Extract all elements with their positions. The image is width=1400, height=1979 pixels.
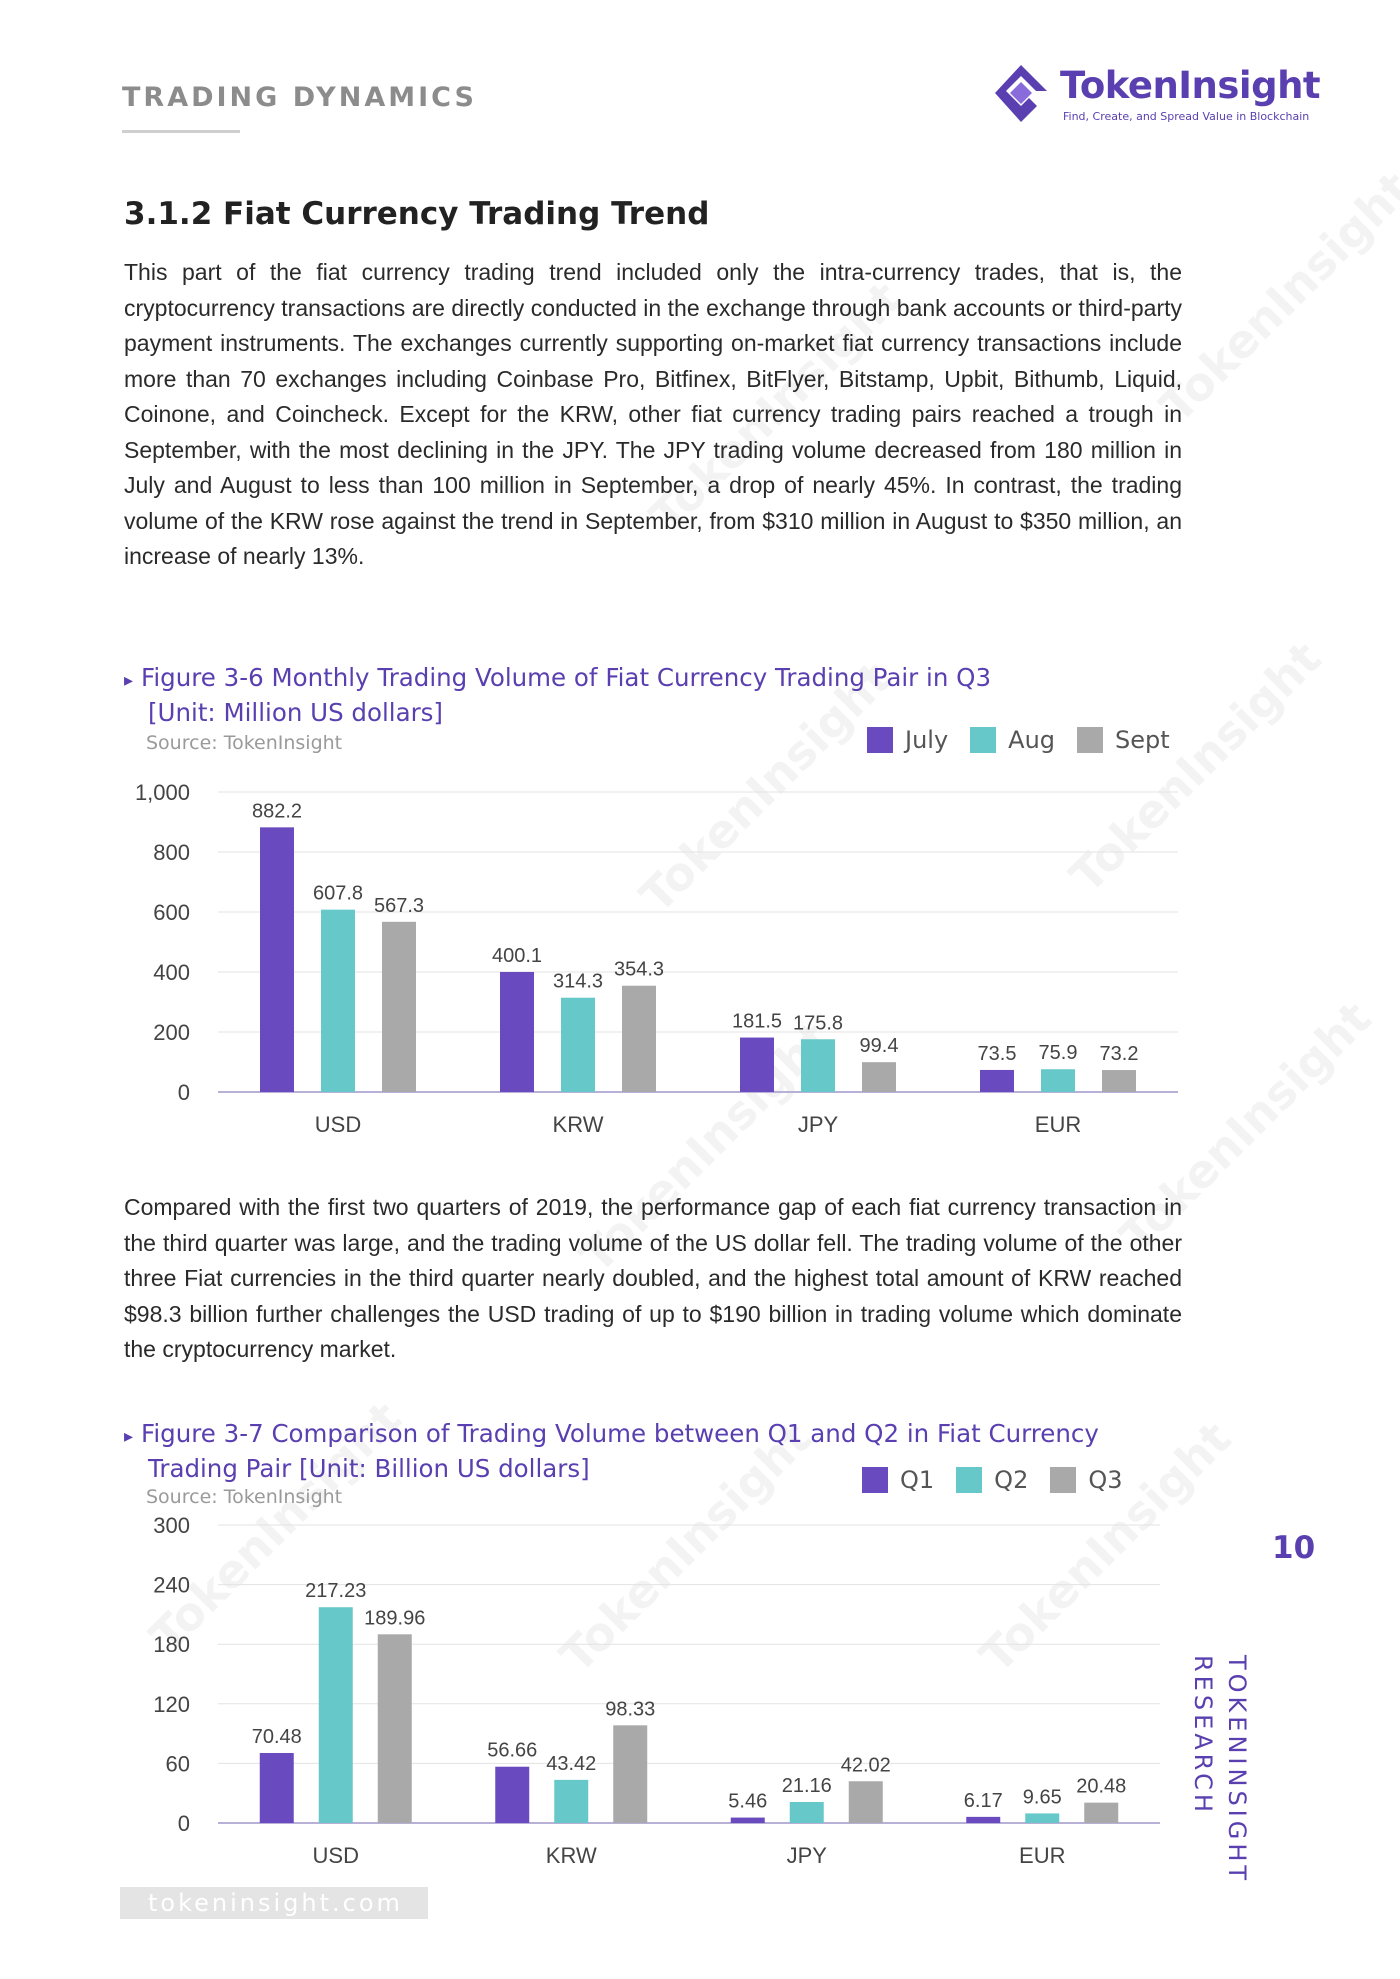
caret-right-icon: ▸	[124, 670, 134, 691]
data-label: 42.02	[840, 1754, 891, 1777]
data-label: 354.3	[613, 958, 665, 981]
data-label: 189.96	[364, 1607, 426, 1630]
legend-swatch	[956, 1467, 982, 1493]
bar	[849, 1781, 883, 1823]
legend-label: Sept	[1115, 726, 1170, 754]
y-tick-label: 0	[177, 1080, 190, 1105]
bar	[260, 827, 294, 1092]
bar	[561, 998, 595, 1092]
footer-url[interactable]: tokeninsight.com	[120, 1887, 428, 1919]
bar	[966, 1817, 1000, 1823]
data-label: 882.2	[251, 800, 303, 823]
legend-item	[1050, 1466, 1122, 1494]
x-tick-label: EUR	[1034, 1112, 1082, 1137]
paragraph: Compared with the first two quarters of 2019, the performance gap of each fiat currency transaction in the third quarter was large, and the trading volume of the US dollar fell. The trading volume of the other three Fiat currencies in the third quarter nearly doubled, and the highest total amount of KRW reached $98.3 billion further challenges the USD trading of up to $190 billion in trading volume which dominate the cryptocurrency market.	[124, 1194, 1182, 1362]
legend-item	[867, 726, 948, 754]
legend-label: Q3	[1088, 1466, 1123, 1494]
paragraph: This part of the fiat currency trading trend included only the intra-currency trades, that is, the cryptocurrency transactions are directly conducted in the exchange through bank accounts or third-party payment instruments. The exchanges currently supporting on-market fiat currency transactions include more than 70 exchanges including Coinbase Pro, Bitfinex, BitFlyer, Bitstamp, Upbit, Bithumb, Liquid, Coinone, and Coincheck. Except for the KRW, other fiat currency trading pairs reached a trough in September, with the most declining in the JPY. The JPY trading volume decreased from 180 million in July and August to less than 100 million in September, a drop of nearly 45%. In contrast, the trading volume of the KRW rose against the trend in September, from $310 million in August to $350 million, an increase of nearly 13%.	[124, 259, 1182, 569]
legend-label: Q2	[994, 1466, 1029, 1494]
bar	[801, 1039, 835, 1092]
figure-title-line1: Figure 3-7 Comparison of Trading Volume between Q1 and Q2 in Fiat Currency	[141, 1419, 1099, 1448]
bar	[622, 986, 656, 1092]
data-label: 175.8	[792, 1012, 844, 1035]
bar	[382, 922, 416, 1092]
y-tick-label: 800	[153, 840, 190, 865]
figure-source: Source: TokenInsight	[146, 732, 343, 754]
x-tick-label: JPY	[797, 1112, 839, 1137]
y-tick-label: 0	[177, 1811, 190, 1836]
data-label: 20.48	[1076, 1775, 1127, 1798]
bar	[740, 1038, 774, 1092]
legend-swatch	[867, 727, 893, 753]
bar-chart-monthly	[110, 770, 1190, 1150]
bar	[321, 910, 355, 1092]
side-brand-line2: RESEARCH	[1189, 1655, 1217, 1816]
x-tick-label: KRW	[545, 1843, 597, 1868]
x-tick-label: KRW	[552, 1112, 604, 1137]
bar	[495, 1767, 529, 1823]
data-label: 73.2	[1099, 1043, 1139, 1066]
data-label: 99.4	[859, 1035, 899, 1058]
chart-legend	[845, 726, 1170, 754]
bar	[1084, 1803, 1118, 1823]
legend-label: Q1	[900, 1466, 935, 1494]
caret-right-icon: ▸	[124, 1426, 134, 1447]
legend-swatch	[970, 727, 996, 753]
x-tick-label: EUR	[1019, 1843, 1066, 1868]
bar	[260, 1753, 294, 1823]
y-tick-label: 120	[153, 1691, 190, 1717]
data-label: 217.23	[305, 1580, 367, 1603]
side-brand-text	[1186, 1655, 1254, 1884]
bar	[378, 1634, 412, 1823]
data-label: 181.5	[731, 1010, 783, 1033]
data-label: 314.3	[552, 970, 604, 993]
logo-mark-icon	[990, 62, 1052, 124]
watermark	[1149, 161, 1400, 433]
x-tick-label: JPY	[786, 1843, 827, 1868]
page-number: 10	[1272, 1530, 1316, 1566]
bar	[319, 1607, 353, 1823]
data-label: 567.3	[373, 894, 425, 917]
y-tick-label: 300	[153, 1513, 190, 1538]
figure-title-line1: Figure 3-6 Monthly Trading Volume of Fiat Currency Trading Pair in Q3	[141, 663, 992, 692]
bar	[731, 1818, 765, 1823]
bar	[980, 1070, 1014, 1092]
data-label: 70.48	[251, 1725, 302, 1748]
data-label: 5.46	[728, 1790, 768, 1813]
data-label: 6.17	[963, 1789, 1003, 1812]
chart-legend	[840, 1466, 1123, 1494]
bar	[1102, 1070, 1136, 1092]
legend-label: July	[905, 726, 949, 754]
bar	[1025, 1813, 1059, 1823]
data-label: 73.5	[977, 1042, 1017, 1065]
section-label: TRADING DYNAMICS	[122, 82, 477, 113]
legend-item	[1077, 726, 1170, 754]
figure-title	[124, 662, 1084, 729]
legend-swatch	[1077, 727, 1103, 753]
logo-tagline: Find, Create, and Spread Value in Blockchain	[1063, 110, 1310, 123]
y-tick-label: 400	[153, 960, 190, 985]
y-tick-label: 240	[153, 1572, 190, 1598]
legend-swatch	[862, 1467, 888, 1493]
data-label: 56.66	[487, 1739, 538, 1762]
legend-item	[970, 726, 1055, 754]
legend-swatch	[1050, 1467, 1076, 1493]
figure-title-line2: Trading Pair [Unit: Billion US dollars]	[148, 1454, 590, 1483]
figure-source: Source: TokenInsight	[146, 1486, 343, 1508]
data-label: 607.8	[312, 882, 364, 905]
figure-title-line2: [Unit: Million US dollars]	[148, 698, 443, 727]
data-label: 400.1	[491, 944, 543, 967]
data-label: 98.33	[605, 1698, 656, 1721]
bar	[500, 972, 534, 1092]
logo-wordmark: TokenInsight	[1060, 64, 1321, 107]
bar-chart-quarterly	[110, 1505, 1190, 1875]
bar	[790, 1802, 824, 1823]
side-brand-line1: TOKENINSIGHT	[1223, 1655, 1251, 1885]
bar	[862, 1062, 896, 1092]
data-label: 43.42	[546, 1752, 597, 1775]
x-tick-label: USD	[314, 1112, 362, 1137]
data-label: 75.9	[1038, 1042, 1078, 1065]
bar	[1041, 1069, 1075, 1092]
data-label: 9.65	[1022, 1786, 1062, 1809]
bar	[554, 1780, 588, 1823]
y-tick-label: 600	[153, 900, 190, 925]
header-divider	[122, 130, 240, 133]
y-tick-label: 1,000	[134, 780, 190, 805]
bar	[613, 1725, 647, 1823]
legend-item	[862, 1466, 934, 1494]
y-tick-label: 200	[153, 1020, 190, 1045]
data-label: 21.16	[781, 1774, 832, 1797]
legend-label: Aug	[1008, 726, 1056, 754]
x-tick-label: USD	[312, 1843, 359, 1868]
section-title: 3.1.2 Fiat Currency Trading Trend	[124, 196, 710, 232]
legend-item	[956, 1466, 1028, 1494]
y-tick-label: 180	[153, 1632, 190, 1658]
y-tick-label: 60	[165, 1751, 190, 1777]
